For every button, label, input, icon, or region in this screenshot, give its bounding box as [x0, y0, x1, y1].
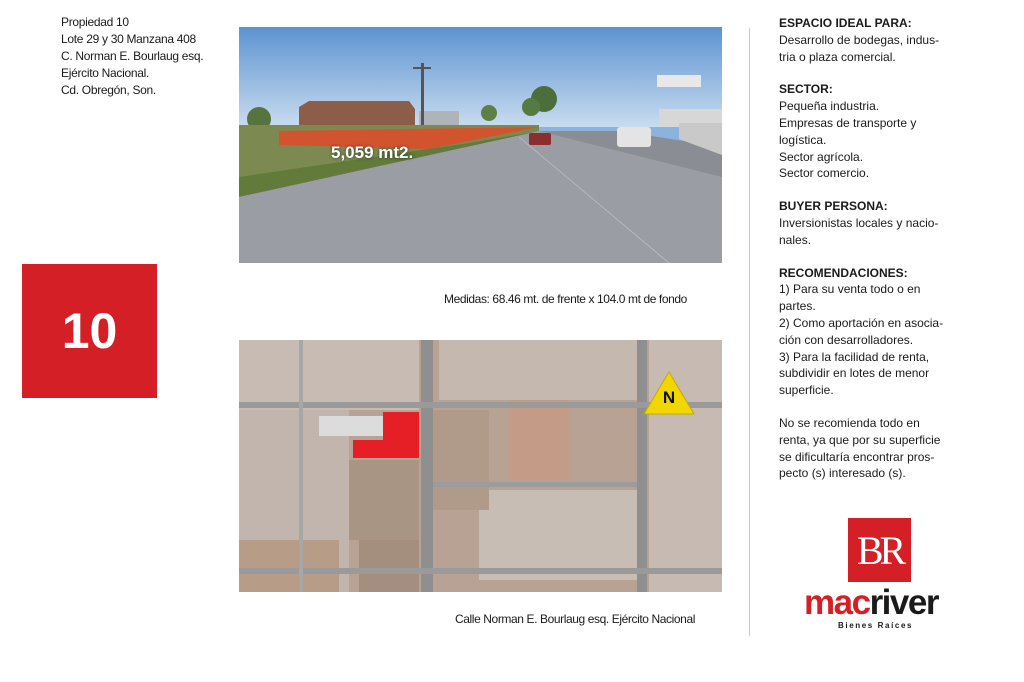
- section-line: 3) Para la facilidad de renta,: [779, 349, 930, 364]
- recomendaciones-section: [779, 265, 969, 399]
- espacio-section: [779, 15, 969, 65]
- section-line: 1) Para su venta todo o en: [779, 282, 921, 297]
- section-line: Empresas de transporte y: [779, 115, 917, 130]
- street-caption: Calle Norman E. Bourlaug esq. Ejército Nacional: [455, 612, 695, 626]
- north-label: N: [662, 388, 676, 407]
- section-title: SECTOR:: [779, 82, 833, 97]
- divider: [749, 28, 750, 636]
- property-number-badge: 10: [22, 264, 157, 398]
- section-line: No se recomienda todo en: [779, 415, 920, 430]
- section-line: superficie.: [779, 383, 834, 398]
- area-label: 5,059 mt2.: [331, 143, 414, 162]
- logo-word-red: mac: [804, 583, 870, 622]
- address-line: C. Norman E. Bourlaug esq.: [61, 49, 204, 63]
- section-line: tria o plaza comercial.: [779, 49, 896, 64]
- street-photo: [239, 27, 722, 263]
- section-line: nales.: [779, 232, 812, 247]
- section-line: Pequeña industria.: [779, 99, 880, 114]
- section-line: renta, ya que por su superficie: [779, 432, 941, 447]
- section-title: RECOMENDACIONES:: [779, 265, 908, 280]
- section-line: Desarrollo de bodegas, indus-: [779, 32, 940, 47]
- section-line: subdividir en lotes de menor: [779, 366, 930, 381]
- section-title: ESPACIO IDEAL PARA:: [779, 16, 912, 30]
- address-line: Ejército Nacional.: [61, 66, 149, 80]
- address-line: Propiedad 10: [61, 15, 129, 29]
- section-title: BUYER PERSONA:: [779, 199, 888, 214]
- logo-wordmark: [804, 584, 938, 622]
- section-line: Sector comercio.: [779, 166, 870, 181]
- address-line: Lote 29 y 30 Manzana 408: [61, 32, 196, 46]
- north-indicator: [642, 370, 696, 416]
- section-line: 2) Como aportación en asocia-: [779, 315, 944, 330]
- sector-section: [779, 81, 969, 182]
- section-line: Inversionistas locales y nacio-: [779, 215, 939, 230]
- section-line: partes.: [779, 299, 816, 314]
- address-line: Cd. Obregón, Son.: [61, 83, 156, 97]
- section-line: se dificultaría encontrar pros-: [779, 449, 935, 464]
- section-line: ción con desarrolladores.: [779, 332, 914, 347]
- section-line: pecto (s) interesado (s).: [779, 466, 906, 481]
- logo-initials: BR: [848, 518, 911, 582]
- satellite-map: [239, 340, 722, 592]
- logo-subtitle: Bienes Raíces: [838, 621, 914, 630]
- measures-caption: Medidas: 68.46 mt. de frente x 104.0 mt de fondo: [444, 292, 687, 306]
- buyer-section: [779, 198, 969, 248]
- note-section: [779, 415, 969, 482]
- info-column: [779, 15, 969, 498]
- address-block: [61, 14, 203, 99]
- logo-word-dark: river: [869, 583, 938, 622]
- section-line: logística.: [779, 132, 827, 147]
- section-line: Sector agrícola.: [779, 149, 864, 164]
